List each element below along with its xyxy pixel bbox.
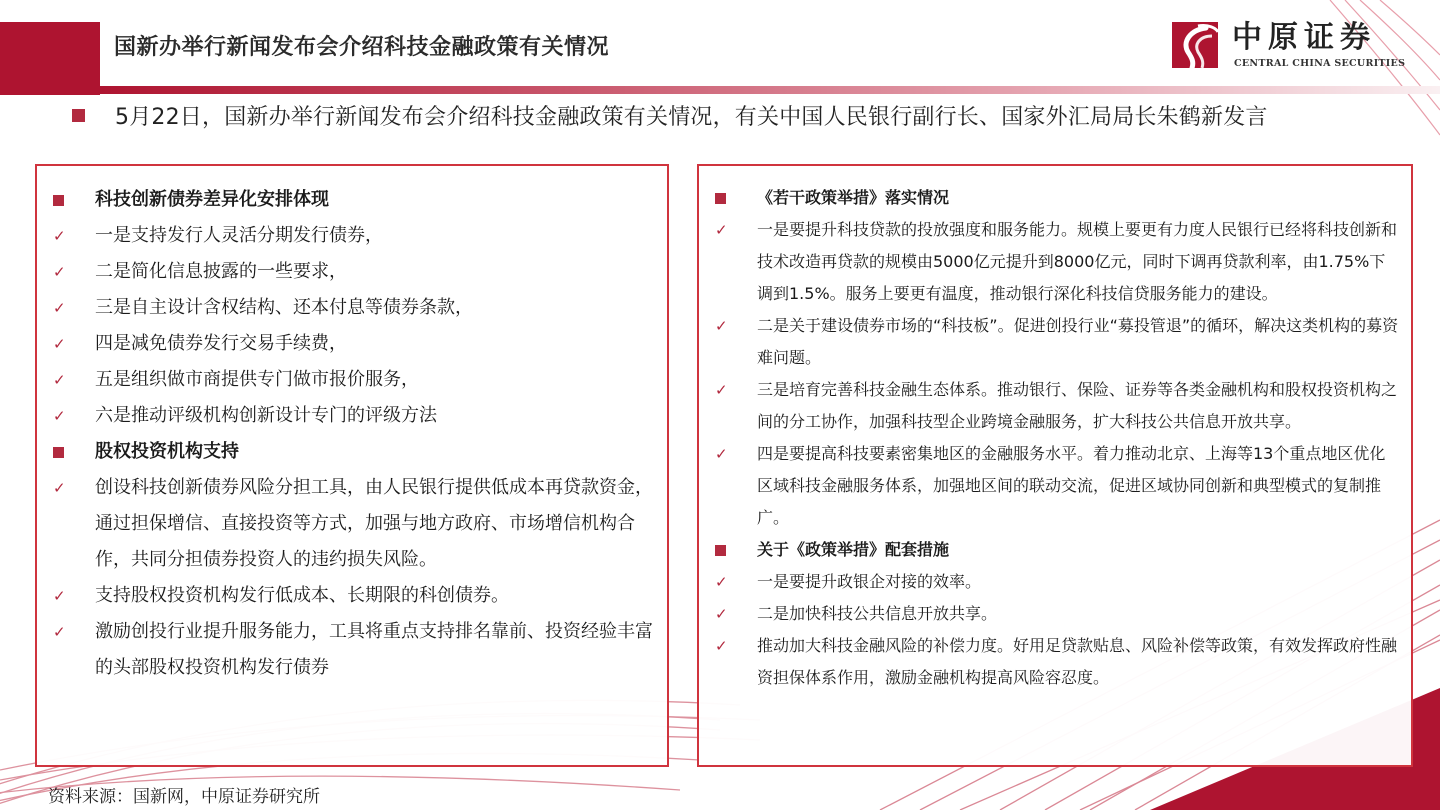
list-item [51,398,655,434]
list-item [713,630,1399,694]
list-item [51,614,655,686]
list-item [51,290,655,326]
section-heading [713,182,1399,214]
list-item-text: 三是自主设计含权结构、还本付息等债券条款， [95,297,473,318]
checkmark-icon: ✓ [53,262,66,281]
list-item-text: 激励创投行业提升服务能力，工具将重点支持排名靠前、投资经验丰富的头部股权投资机构发行债券 [95,621,653,678]
list-item-text: 创设科技创新债券风险分担工具，由人民银行提供低成本再贷款资金，通过担保增信、直接投资等方式，加强与地方政府、市场增信机构合作，共同分担债券投资人的违约损失风险。 [95,477,653,570]
section-heading [51,182,655,218]
list-item [51,254,655,290]
list-item [51,362,655,398]
square-bullet-icon [72,109,85,122]
list-item-text: 一是要提升科技贷款的投放强度和服务能力。规模上要更有力度人民银行已经将科技创新和技术改造再贷款的规模由5000亿元提升到8000亿元，同时下调再贷款利率，由1.75%下调到1.5%。服务上要更有温度，推动银行深化科技信贷服务能力的建设。 [757,220,1398,303]
checkmark-icon: ✓ [715,316,728,335]
list-item [51,470,655,578]
list-item [713,374,1399,438]
list-item-text: 二是关于建设债券市场的“科技板”。促进创投行业“募投管退”的循环，解决这类机构的募资难问题。 [757,316,1399,367]
checkmark-icon: ✓ [53,370,66,389]
section-heading-text: 《若干政策举措》落实情况 [757,188,950,207]
section-heading-text: 股权投资机构支持 [95,441,239,462]
list-item [51,218,655,254]
checkmark-icon: ✓ [715,572,728,591]
list-item-text: 二是简化信息披露的一些要求， [95,261,347,282]
list-item-text: 五是组织做市商提供专门做市报价服务， [95,369,419,390]
section-heading-text: 关于《政策举措》配套措施 [757,540,950,559]
checkmark-icon: ✓ [715,220,728,239]
list-item-text: 三是培育完善科技金融生态体系。推动银行、保险、证券等各类金融机构和股权投资机构之间的分工协作，加强科技型企业跨境金融服务，扩大科技公共信息开放共享。 [757,380,1398,431]
checkmark-icon: ✓ [53,586,66,605]
title-underline-divider [100,86,1440,94]
square-bullet-icon [53,195,64,206]
list-item-text: 二是加快科技公共信息开放共享。 [757,604,998,623]
list-item [713,566,1399,598]
checkmark-icon: ✓ [715,380,728,399]
list-item-text: 六是推动评级机构创新设计专门的评级方法 [95,405,437,426]
checkmark-icon: ✓ [53,298,66,317]
list-item [713,310,1399,374]
right-content-panel [697,164,1413,767]
checkmark-icon: ✓ [53,226,66,245]
list-item [713,438,1399,534]
square-bullet-icon [715,193,726,204]
checkmark-icon: ✓ [53,478,66,497]
logo-english-name: CENTRAL CHINA SECURITIES [1234,58,1406,69]
title-accent-block [0,22,100,95]
square-bullet-icon [53,447,64,458]
square-bullet-icon [715,545,726,556]
checkmark-icon: ✓ [53,334,66,353]
list-item [51,578,655,614]
subtitle-line [72,98,1268,132]
checkmark-icon: ✓ [53,622,66,641]
list-item [713,214,1399,310]
list-item [51,326,655,362]
checkmark-icon: ✓ [715,604,728,623]
subtitle-text: 5月22日，国新办举行新闻发布会介绍科技金融政策有关情况，有关中国人民银行副行长、国家外汇局局长朱鹤新发言 [115,104,1268,130]
list-item [713,598,1399,630]
list-item-text: 推动加大科技金融风险的补偿力度。好用足贷款贴息、风险补偿等政策，有效发挥政府性融资担保体系作用，激励金融机构提高风险容忍度。 [757,636,1398,687]
brand-swirl-icon [1172,22,1218,68]
section-heading-text: 科技创新债券差异化安排体现 [95,189,329,210]
source-note: 资料来源：国新网，中原证券研究所 [48,787,320,807]
list-item-text: 支持股权投资机构发行低成本、长期限的科创债券。 [95,585,509,606]
list-item-text: 一是要提升政银企对接的效率。 [757,572,982,591]
list-item-text: 四是要提高科技要素密集地区的金融服务水平。着力推动北京、上海等13个重点地区优化区域科技金融服务体系，加强地区间的联动交流，促进区域协同创新和典型模式的复制推广。 [757,444,1386,527]
section-heading [51,434,655,470]
checkmark-icon: ✓ [715,636,728,655]
checkmark-icon: ✓ [53,406,66,425]
left-content-panel [35,164,669,767]
list-item-text: 一是支持发行人灵活分期发行债券， [95,225,383,246]
section-heading [713,534,1399,566]
company-logo [1172,22,1412,72]
list-item-text: 四是减免债券发行交易手续费， [95,333,347,354]
page-title: 国新办举行新闻发布会介绍科技金融政策有关情况 [114,35,610,60]
logo-chinese-name: 中原证券 [1232,20,1376,55]
checkmark-icon: ✓ [715,444,728,463]
